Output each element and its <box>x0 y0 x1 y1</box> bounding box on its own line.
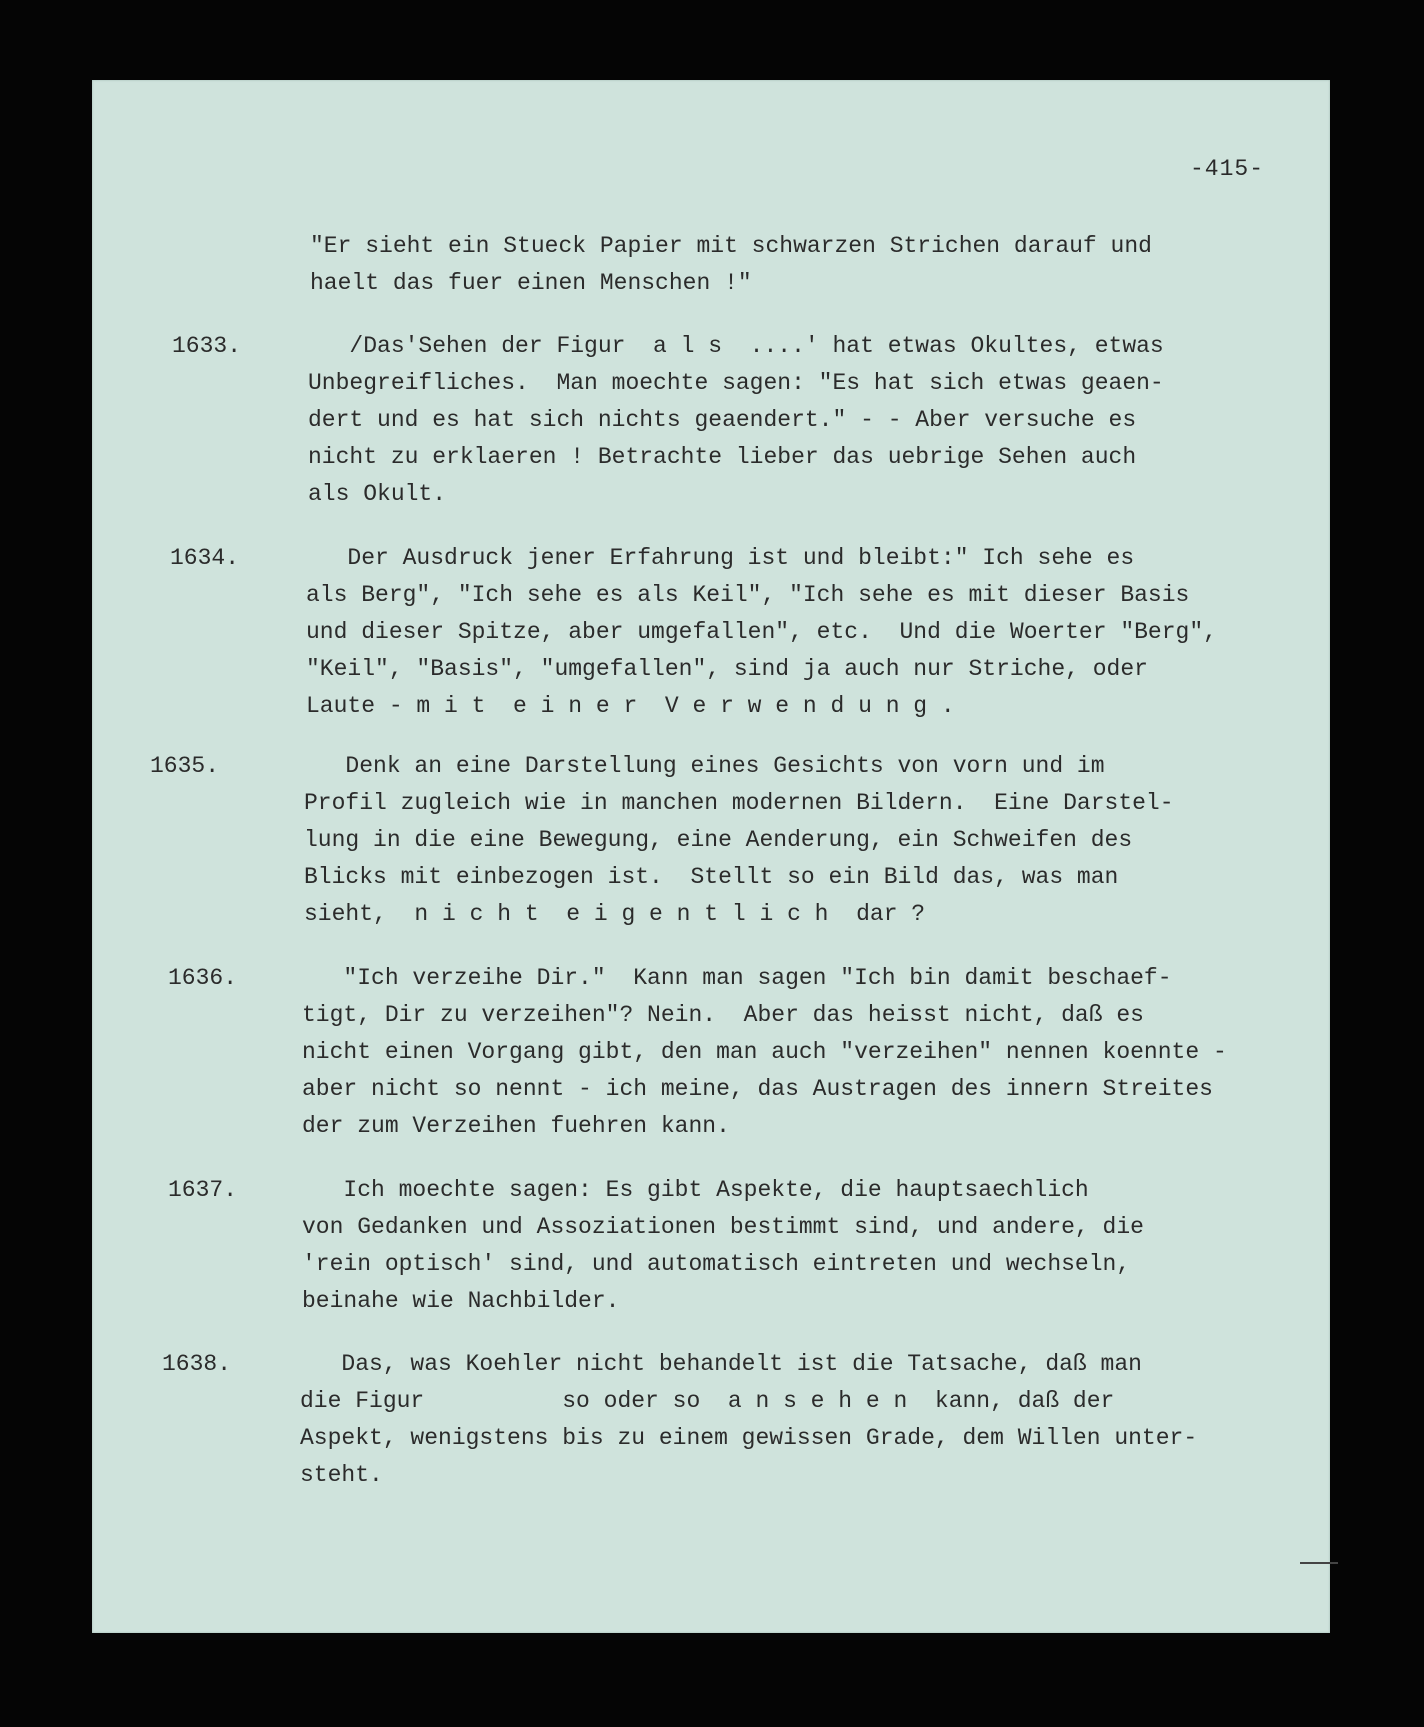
text-line: beinahe wie Nachbilder. <box>302 1288 620 1314</box>
text-line: als Okult. <box>308 481 447 507</box>
remark-number: 1633. <box>172 333 242 359</box>
remark-number: 1635. <box>150 753 220 779</box>
remark-number: 1638. <box>162 1351 232 1377</box>
text-line: Blicks mit einbezogen ist. Stellt so ein Bild das, was man <box>304 864 1119 890</box>
text-line: Laute - m i t e i n e r V e r w e n d u n g . <box>306 693 955 719</box>
text-line: als Berg", "Ich sehe es als Keil", "Ich sehe es mit dieser Basis <box>306 582 1190 608</box>
text-line: Der Ausdruck jener Erfahrung ist und bleibt:" Ich sehe es <box>306 545 1135 571</box>
text-line: lung in die eine Bewegung, eine Aenderung, ein Schweifen des <box>304 827 1133 853</box>
remark-1633 <box>172 328 1164 513</box>
margin-rule <box>1300 1562 1338 1564</box>
remark-1635 <box>150 748 1174 933</box>
text-line: "Keil", "Basis", "umgefallen", sind ja auch nur Striche, oder <box>306 656 1148 682</box>
text-line: steht. <box>300 1462 383 1488</box>
text-line: Aspekt, wenigstens bis zu einem gewissen Grade, dem Willen unter- <box>300 1425 1198 1451</box>
text-line: nicht zu erklaeren ! Betrachte lieber das uebrige Sehen auch <box>308 444 1137 470</box>
text-line: dert und es hat sich nichts geaendert." - - Aber versuche es <box>308 407 1137 433</box>
text-line: 'rein optisch' sind, und automatisch eintreten und wechseln, <box>302 1251 1131 1277</box>
remark-number: 1637. <box>168 1177 238 1203</box>
page-number: -415- <box>1190 156 1265 182</box>
text-line: von Gedanken und Assoziationen bestimmt sind, und andere, die <box>302 1214 1144 1240</box>
text-line: aber nicht so nennt - ich meine, das Austragen des innern Streites <box>302 1076 1213 1102</box>
text-line: der zum Verzeihen fuehren kann. <box>302 1113 730 1139</box>
text-line: die Figur so oder so a n s e h e n kann, daß der <box>300 1388 1115 1414</box>
remark-number: 1636. <box>168 965 238 991</box>
remark-1634 <box>170 540 1217 725</box>
text-line: nicht einen Vorgang gibt, den man auch "verzeihen" nennen koennte - <box>302 1039 1227 1065</box>
text-line: Ich moechte sagen: Es gibt Aspekte, die hauptsaechlich <box>302 1177 1089 1203</box>
text-line: "Er sieht ein Stueck Papier mit schwarzen Strichen darauf und <box>310 233 1152 259</box>
text-line: Das, was Koehler nicht behandelt ist die Tatsache, daß man <box>300 1351 1142 1377</box>
text-line: Unbegreifliches. Man moechte sagen: "Es hat sich etwas geaen- <box>308 370 1164 396</box>
remark-1638 <box>162 1346 1198 1494</box>
remark-1636 <box>168 960 1227 1145</box>
text-line: "Ich verzeihe Dir." Kann man sagen "Ich bin damit beschaef- <box>302 965 1172 991</box>
remark-number: 1634. <box>170 545 240 571</box>
text-line: und dieser Spitze, aber umgefallen", etc. Und die Woerter "Berg", <box>306 619 1217 645</box>
text-line: Profil zugleich wie in manchen modernen Bildern. Eine Darstel- <box>304 790 1174 816</box>
text-line: tigt, Dir zu verzeihen"? Nein. Aber das heisst nicht, daß es <box>302 1002 1144 1028</box>
remark-1637 <box>168 1172 1144 1320</box>
text-line: haelt das fuer einen Menschen !" <box>310 270 752 296</box>
text-line: sieht, n i c h t e i g e n t l i c h dar ? <box>304 901 926 927</box>
text-line: /Das'Sehen der Figur a l s ....' hat etwas Okultes, etwas <box>308 333 1164 359</box>
intro-quote <box>310 228 1152 302</box>
text-line: Denk an eine Darstellung eines Gesichts von vorn und im <box>304 753 1105 779</box>
